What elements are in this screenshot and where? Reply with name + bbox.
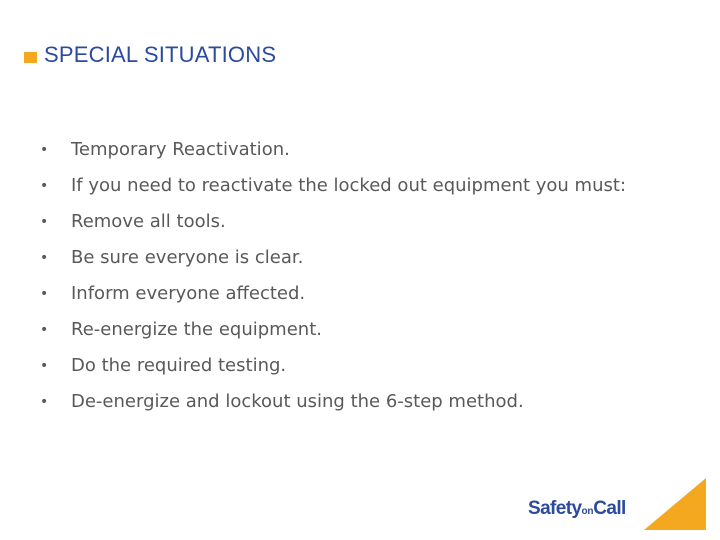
bullet-dot-icon: •	[40, 322, 49, 338]
safety-on-call-logo	[528, 498, 626, 520]
bullet-dot-icon: •	[40, 142, 49, 158]
logo-text-call: Call	[593, 498, 626, 519]
bullet-dot-icon: •	[40, 286, 49, 302]
bullet-text: De-energize and lockout using the 6-step method.	[71, 391, 524, 412]
title-marker	[24, 52, 37, 63]
logo-text-on: on	[581, 506, 594, 517]
corner-triangle-icon	[644, 478, 706, 530]
bullet-text: Remove all tools.	[71, 211, 226, 232]
bullet-dot-icon: •	[40, 214, 49, 230]
bullet-text: Re-energize the equipment.	[71, 319, 322, 340]
bullet-text: Do the required testing.	[71, 355, 287, 376]
bullet-dot-icon: •	[40, 250, 49, 266]
bullet-text: Temporary Reactivation.	[71, 139, 290, 160]
slide-title: SPECIAL SITUATIONS	[44, 42, 277, 67]
bullet-text: Be sure everyone is clear.	[71, 247, 304, 268]
logo-text-safety: Safety	[528, 498, 582, 519]
bullet-dot-icon: •	[40, 394, 49, 410]
bullet-text: If you need to reactivate the locked out equipment you must:	[71, 175, 627, 196]
bullet-text: Inform everyone affected.	[71, 283, 306, 304]
bullet-dot-icon: •	[40, 358, 49, 374]
bullet-dot-icon: •	[40, 178, 49, 194]
